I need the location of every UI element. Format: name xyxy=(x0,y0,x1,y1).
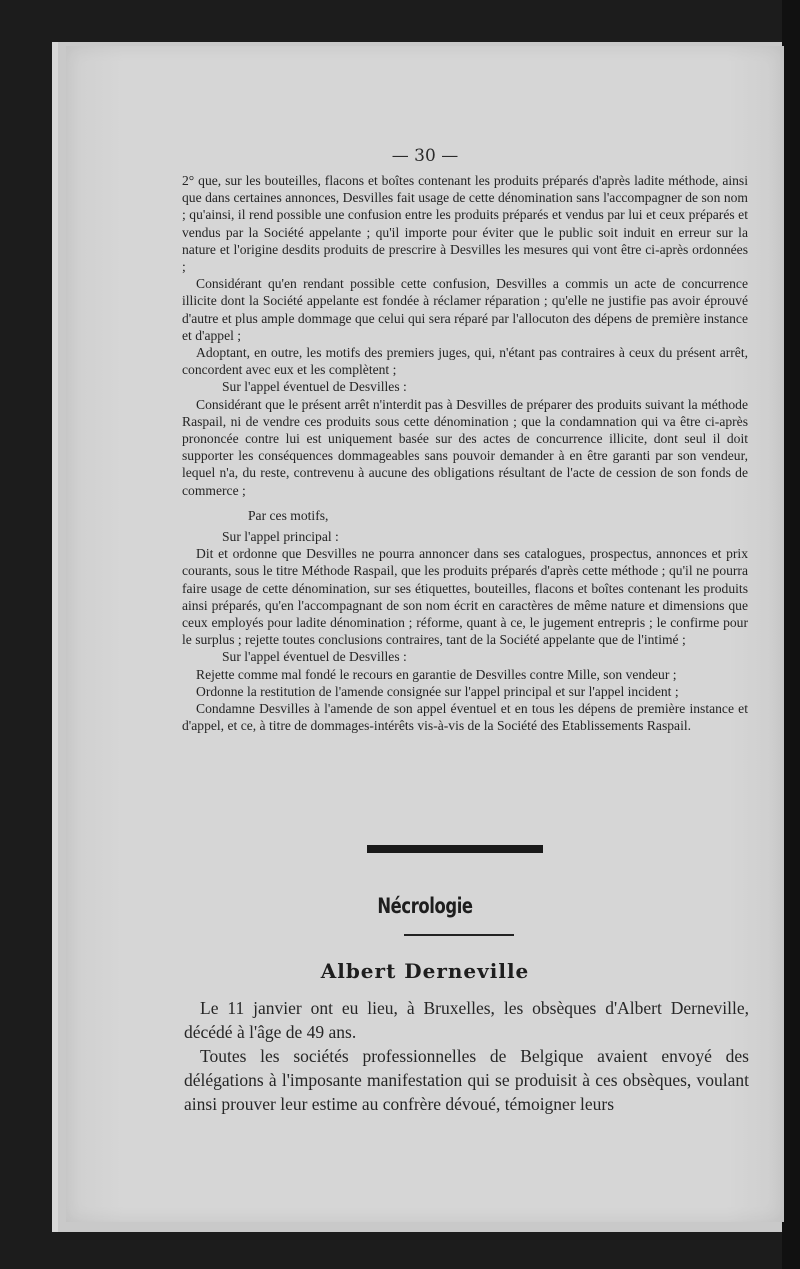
text-paragraph: Rejette comme mal fondé le recours en garantie de Desvilles contre Mille, son vendeur ; xyxy=(196,666,677,682)
text-paragraph: Considérant que le présent arrêt n'interdit pas à Desvilles de préparer des produits suivant la méthode Raspail, ni de vendre ces produits sous cette dénomination ; que la condamnation qui va être ci-après prononcée contre lui est uniquement basée sur des actes de concurrence illicite, dont seul il doit supporter les conséquences dommageables sans pouvoir demander à en être garanti par son vendeur, lequel n'a, du reste, contrevenu à aucune des obligations résultant de l'acte de cession de son fonds de commerce ; xyxy=(182,396,748,498)
text-paragraph: Sur l'appel éventuel de Desvilles : xyxy=(222,649,407,665)
page-number: — 30 — xyxy=(391,146,459,166)
text-paragraph: Par ces motifs, xyxy=(248,507,329,523)
text-paragraph: Condamne Desvilles à l'amende de son appel éventuel et en tous les dépens de première instance et d'appel, et ce, à titre de dommages-intérêts vis-à-vis de la Société des Etablissements Raspail. xyxy=(182,701,748,734)
scan-border xyxy=(782,0,800,1269)
section-divider xyxy=(367,845,543,853)
obituary-paragraph: Toutes les sociétés professionnelles de Belgique avaient envoyé des délégations à l'imposante manifestation qui se produisit à ces obsèques, voulant ainsi prouver leur estime au confrère dévoué, témoigner leurs xyxy=(184,1046,749,1114)
text-paragraph: Sur l'appel éventuel de Desvilles : xyxy=(222,379,407,395)
section-title: Nécrologie xyxy=(377,894,473,918)
text-paragraph: Considérant qu'en rendant possible cette confusion, Desvilles a commis un acte de concurrence illicite dont la Société appelante est fondée à réclamer réparation ; qu'elle ne justifie pas avoir éprouvé d'autre et plus ample dommage que celui qui sera réparé par l'allocuton des dépens de première instance et d'appel ; xyxy=(182,276,748,343)
obituary-text xyxy=(184,996,749,1116)
text-paragraph: Dit et ordonne que Desvilles ne pourra annoncer dans ses catalogues, prospectus, annonces et prix courants, sous le titre Méthode Raspail, que les produits préparés d'après cette méthode ; qu'il ne pourra faire usage de cette dénomination, sur ses étiquettes, bouteilles, flacons et boîtes contenant les produits ainsi préparés, qu'en l'accompagnant de son nom écrit en caractères de même nature et dimensions que ceux employés pour ladite dénomination ; réforme, quant à ce, le jugement entrepris ; le confirme pour le surplus ; rejette toutes conclusions contraires, tant de la Société appelante que de l'intimé ; xyxy=(182,546,748,648)
title-underline xyxy=(404,934,514,936)
obituary-name: Albert Derneville xyxy=(320,959,530,983)
obituary-paragraph: Le 11 janvier ont eu lieu, à Bruxelles, les obsèques d'Albert Derneville, décédé à l'âge de 49 ans. xyxy=(184,998,749,1042)
text-paragraph: Adoptant, en outre, les motifs des premiers juges, qui, n'étant pas contraires à ceux du présent arrêt, concordent avec eux et les complètent ; xyxy=(182,345,748,378)
document-page xyxy=(66,46,784,1222)
text-paragraph: Ordonne la restitution de l'amende consignée sur l'appel principal et sur l'appel incident ; xyxy=(196,683,679,699)
text-paragraph: 2° que, sur les bouteilles, flacons et boîtes contenant les produits préparés d'après ladite méthode, ainsi que dans certaines annonces, Desvilles fait usage de cette dénomination sans l'accompagner de son nom ; qu'ainsi, il rend possible une confusion entre les produits préparés et vendus par lui et ceux préparés et vendus par la Société appelante ; qu'il importe pour éviter que le public soit induit en erreur sur la nature et l'origine desdits produits de prescrire à Desvilles les mesures qui vont être ci-après ordonnées ; xyxy=(182,173,748,275)
judgment-text xyxy=(182,172,748,735)
text-paragraph: Sur l'appel principal : xyxy=(222,529,339,545)
